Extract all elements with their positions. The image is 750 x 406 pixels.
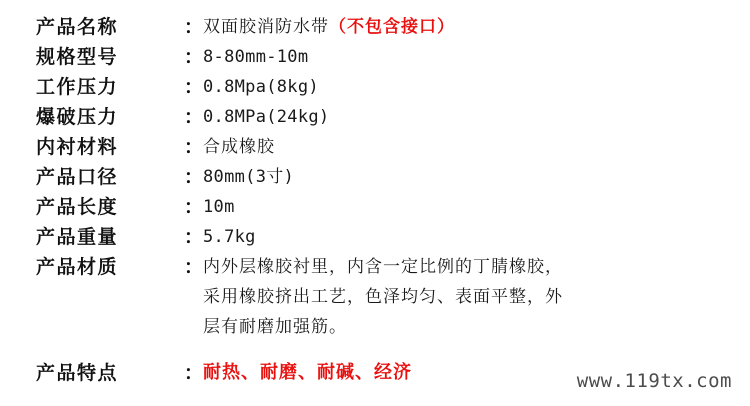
spec-value: 0.8MPa(24kg): [203, 107, 330, 127]
features-label: 产品特点: [36, 362, 119, 384]
spec-label: 爆破压力: [36, 106, 119, 128]
spacer-cell: [203, 342, 736, 358]
spec-colon: ：: [184, 106, 204, 128]
material-label: 产品材质: [36, 256, 119, 278]
material-line: 采用橡胶挤出工艺，色泽均匀、表面平整，外: [203, 287, 564, 307]
spec-value: 5.7kg: [203, 227, 256, 247]
spec-colon: ：: [184, 46, 204, 68]
table-row: [36, 12, 736, 42]
table-row: [36, 132, 736, 162]
site-watermark: www.119tx.com: [576, 370, 732, 392]
spec-value: 合成橡胶: [203, 137, 276, 157]
table-row: [36, 222, 736, 252]
spec-value: 0.8Mpa(8kg): [203, 77, 319, 97]
spec-label: 内衬材料: [36, 136, 119, 158]
spec-colon: ：: [184, 166, 204, 188]
spec-colon: ：: [184, 16, 204, 38]
spacer-cell: [36, 342, 184, 358]
spec-colon: ：: [184, 196, 204, 218]
features-colon: ：: [184, 362, 204, 384]
spec-value: 8-80mm-10m: [203, 47, 309, 67]
spec-colon: ：: [184, 136, 204, 158]
material-line: 内外层橡胶衬里，内含一定比例的丁腈橡胶，: [203, 257, 564, 277]
row-spacer: [36, 342, 736, 358]
table-row: [36, 162, 736, 192]
table-row: [36, 102, 736, 132]
spec-colon: ：: [184, 76, 204, 98]
spec-label: 产品口径: [36, 166, 119, 188]
spec-label: 产品长度: [36, 196, 119, 218]
spacer-cell: [184, 342, 203, 358]
table-row-material: [36, 252, 736, 342]
spec-label: 产品重量: [36, 226, 119, 248]
spec-label: 工作压力: [36, 76, 119, 98]
table-row: [36, 192, 736, 222]
spec-value-text: 双面胶消防水带: [203, 17, 330, 37]
table-row: [36, 42, 736, 72]
spec-table: [36, 12, 736, 388]
material-line: 层有耐磨加强筋。: [203, 317, 348, 337]
spec-value: 10m: [203, 197, 235, 217]
material-value: [203, 252, 736, 342]
spec-colon: ：: [184, 226, 204, 248]
spec-value-accent: （不包含接口）: [329, 17, 456, 37]
spec-label: 产品名称: [36, 16, 119, 38]
material-colon: ：: [184, 256, 204, 278]
table-row: [36, 72, 736, 102]
spec-label: 规格型号: [36, 46, 119, 68]
spec-value: [203, 12, 736, 42]
features-value: 耐热、耐磨、耐碱、经济: [203, 362, 413, 383]
spec-value: 80mm(3寸): [203, 167, 295, 187]
